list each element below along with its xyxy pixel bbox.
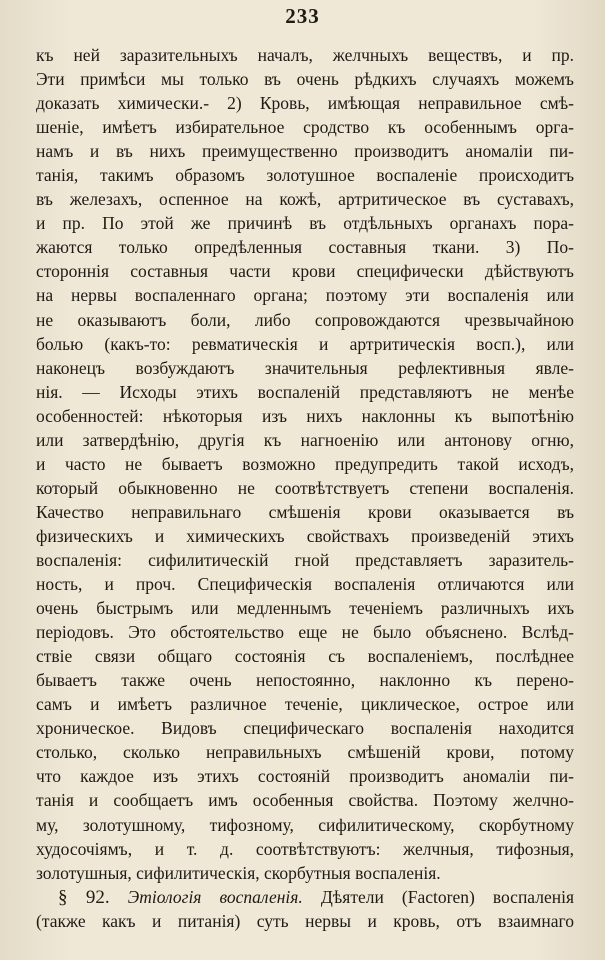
text-line: или затвердѣнію, другія къ нагноенію или антонову огню, xyxy=(36,429,574,450)
text-line: воспаленія: сифилитическій гной представляетъ заразитель- xyxy=(36,549,574,570)
text-line: танія и сообщаетъ имъ особенныя свойства. Поэтому желчно- xyxy=(36,790,574,811)
text-line: нія. — Исходы этихъ воспаленій представляютъ не менѣе xyxy=(36,381,574,402)
text-line: болью (какъ-то: ревматическія и артритическія восп.), или xyxy=(36,333,574,354)
text-line: бываетъ также очень непостоянно, наклонно къ перено- xyxy=(36,670,574,691)
text-line: ность, и проч. Специфическія воспаленія отличаются или xyxy=(36,574,574,595)
text-line: особенностей: нѣкоторыя изъ нихъ наклонны къ выпотѣнію xyxy=(36,405,574,426)
text-line: что каждое изъ этихъ состояній производитъ аномаліи пи- xyxy=(36,766,574,787)
text-line: очень быстрымъ или медленнымъ теченіемъ различныхъ ихъ xyxy=(36,598,574,619)
text-line: жаются только опредѣленныя составныя ткани. 3) По- xyxy=(36,237,574,258)
text-line: и пр. По этой же причинѣ въ отдѣльныхъ органахъ пора- xyxy=(36,213,574,234)
text-line: шеніе, имѣетъ избирательное сродство къ особеннымъ орга- xyxy=(36,117,574,138)
text-line: наконецъ возбуждаютъ значительныя рефлективныя явле- xyxy=(36,357,574,378)
text-line: ствіе связи общаго состоянія съ воспаленіемъ, послѣднее xyxy=(36,646,574,667)
text-line: который обыкновенно не соотвѣтствуетъ степени воспаленія. xyxy=(36,477,574,498)
text-line: къ ней заразительныхъ началъ, желчныхъ веществъ, и пр. xyxy=(36,45,574,65)
section-heading-line xyxy=(36,885,574,909)
text-line: самъ и имѣетъ различное теченіе, циклическое, острое или xyxy=(36,694,574,715)
text-line: му, золотушному, тифозному, сифилитическому, скорбутному xyxy=(36,814,574,835)
body-text xyxy=(36,43,574,933)
paragraph-lines xyxy=(36,43,574,885)
section-number: § 92. xyxy=(58,886,110,908)
text-line: на нервы воспаленнаго органа; поэтому эти воспаленія или xyxy=(36,285,574,306)
text-line: Качество неправильнаго смѣшенія крови оказывается въ xyxy=(36,501,574,522)
section-title: Этіологія воспаленія. xyxy=(127,886,303,907)
text-line: физическихъ и химическихъ свойствахъ произведеній этихъ xyxy=(36,525,574,546)
text-line: танія, такимъ образомъ золотушное воспаленіе происходитъ xyxy=(36,165,574,186)
section-text-line: (также какъ и питанія) суть нервы и кровь, отъ взаимнаго xyxy=(36,910,574,931)
text-line: намъ и въ нихъ преимущественно производитъ аномаліи пи- xyxy=(36,141,574,162)
section-first-line-text: Дѣятели (Factoren) воспаленія xyxy=(320,886,574,907)
text-line: и часто не бываетъ возможно предупредить такой исходъ, xyxy=(36,453,574,474)
text-line: золотушныя, сифилитическія, скорбутныя воспаленія. xyxy=(36,862,441,883)
text-line: худосочіямъ, и т. д. соотвѣтствуютъ: желчныя, тифозныя, xyxy=(36,838,574,859)
text-line: доказать химически.- 2) Кровь, имѣющая неправильное смѣ- xyxy=(36,93,574,114)
text-line: періодовъ. Это обстоятельство еще не было объяснено. Вслѣд- xyxy=(36,622,574,643)
text-line: столько, сколько неправильныхъ смѣшеній крови, потому xyxy=(36,742,574,763)
page-number: 233 xyxy=(285,4,320,28)
text-line: стороннія составныя части крови специфически дѣйствуютъ xyxy=(36,261,574,282)
text-line: хроническое. Видовъ специфическаго воспаленія находится xyxy=(36,718,574,739)
text-line: въ железахъ, оспенное на кожѣ, артритическое въ суставахъ, xyxy=(36,189,574,210)
text-line: не оказываютъ боли, либо сопровождаются чрезвычайною xyxy=(36,309,574,330)
text-line: Эти примѣси мы только въ очень рѣдкихъ случаяхъ можемъ xyxy=(36,69,574,90)
